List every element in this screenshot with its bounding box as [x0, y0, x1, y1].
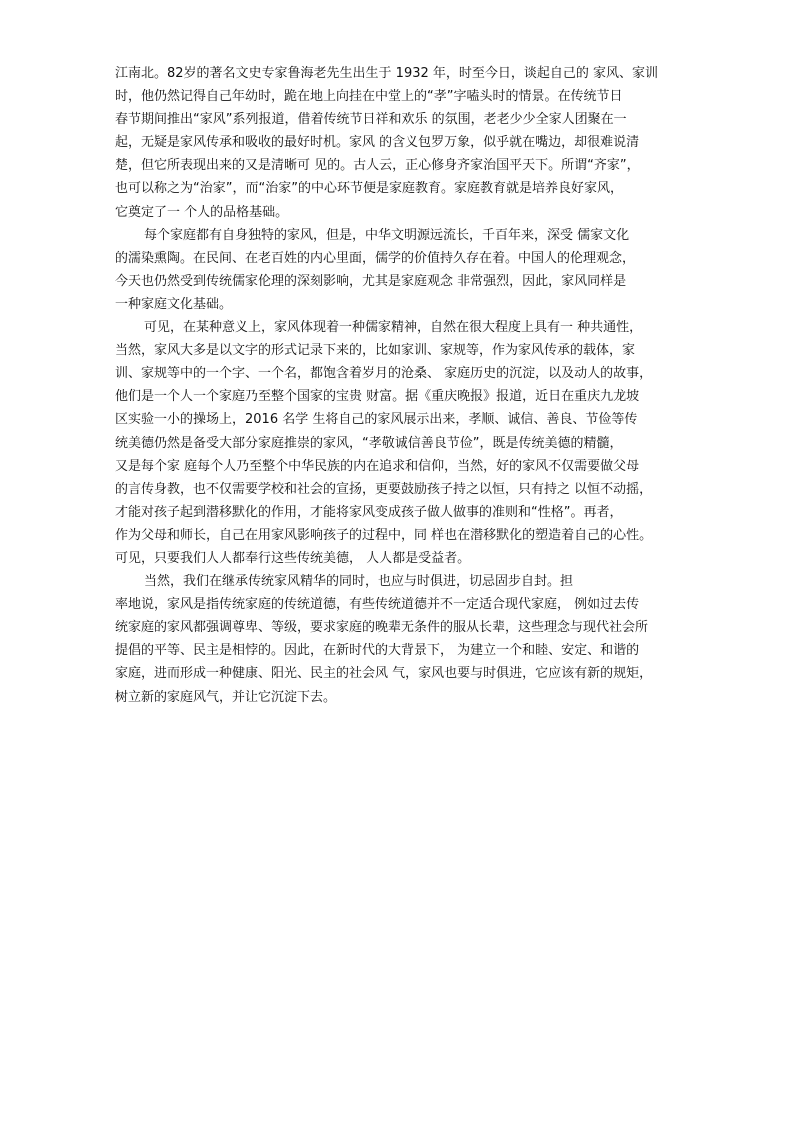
text-line: 训、家规等中的一个字、一个名，都饱含着岁月的沧桑、 家庭历史的沉淀，以及动人的故事，: [115, 366, 653, 382]
text-line: 的言传身教，也不仅需要学校和社会的宣扬，更要鼓励孩子持之以恒，只有持之 以恒不动摇，: [115, 481, 653, 497]
text-line: 率地说，家风是指传统家庭的传统道德，有些传统道德并不一定适合现代家庭， 例如过去传: [115, 597, 640, 613]
text-line: 一种家庭文化基础。: [115, 296, 233, 312]
text-line: 楚，但它所表现出来的又是清晰可 见的。古人云，正心修身齐家治国平天下。所谓“齐家”，: [115, 158, 640, 174]
text-line: 江南北。82岁的著名文史专家鲁海老先生出生于 1932 年，时至今日，谈起自己的 家风、家训: [115, 66, 659, 81]
text-line: 今天也仍然受到传统儒家伦理的深刻影响，尤其是家庭观念 非常强烈，因此，家风同样是: [115, 273, 627, 289]
text-line: 家庭，进而形成一种健康、阳光、民主的社会风 气，家风也要与时俱进，它应该有新的规矩，: [115, 666, 653, 682]
text-line: 树立新的家庭风气，并让它沉淀下去。: [115, 689, 337, 705]
text-line: 起，无疑是家风传承和吸收的最好时机。家风 的含义包罗万象，似乎就在嘴边，却很难说清: [115, 135, 640, 151]
body-text: [115, 62, 695, 709]
text-line: 又是每个家 庭每个人乃至整个中华民族的内在追求和信仰，当然，好的家风不仅需要做父母: [115, 458, 640, 474]
text-line: 提倡的平等、民主是相悖的。因此，在新时代的大背景下， 为建立一个和睦、安定、和谐的: [115, 643, 640, 659]
text-line: 时，他仍然记得自己年幼时，跪在地上向挂在中堂上的“孝”字嗑头时的情景。在传统节日: [115, 89, 623, 105]
text-line: 当然，我们在继承传统家风精华的同时，也应与时俱进，切忌固步自封。担: [144, 574, 574, 590]
text-line: 可见，在某种意义上，家风体现着一种儒家精神，自然在很大程度上具有一 种共通性，: [144, 320, 643, 336]
text-line: 它奠定了一 个人的品格基础。: [115, 204, 289, 220]
text-line: 每个家庭都有自身独特的家风，但是，中华文明源远流长，千百年来，深受 儒家文化: [144, 227, 630, 243]
text-line: 统美德仍然是备受大部分家庭推崇的家风，“孝敬诚信善良节俭”，既是传统美德的精髓，: [115, 435, 623, 451]
text-line: 他们是一个人一个家庭乃至整个国家的宝贵 财富。据《重庆晚报》报道，近日在重庆九龙坡: [115, 389, 640, 405]
text-line: 春节期间推出“家风”系列报道，借着传统节日祥和欢乐 的氛围，老老少少全家人团聚在一: [115, 112, 627, 128]
text-line: 也可以称之为“治家”，而“治家”的中心环节便是家庭教育。家庭教育就是培养良好家风，: [115, 181, 623, 197]
text-line: 才能对孩子起到潜移默化的作用，才能将家风变成孩子做人做事的准则和“性格”。再者，: [115, 504, 623, 520]
text-line: 的濡染熏陶。在民间、在老百姓的内心里面，儒学的价值持久存在着。中国人的伦理观念，: [115, 250, 636, 266]
text-line: 可见，只要我们人人都奉行这些传统美德， 人人都是受益者。: [115, 550, 471, 566]
text-line: 作为父母和师长，自己在用家风影响孩子的过程中，同 样也在潜移默化的塑造着自己的心性。: [115, 527, 653, 543]
text-line: 统家庭的家风都强调尊卑、等级，要求家庭的晚辈无条件的服从长辈，这些理念与现代社会所: [115, 620, 649, 636]
text-line: 区实验一小的操场上，2016 名学 生将自己的家风展示出来，孝顺、诚信、善良、节俭等传: [115, 412, 638, 428]
text-line: 当然，家风大多是以文字的形式记录下来的，比如家训、家规等，作为家风传承的载体，家: [115, 343, 636, 359]
